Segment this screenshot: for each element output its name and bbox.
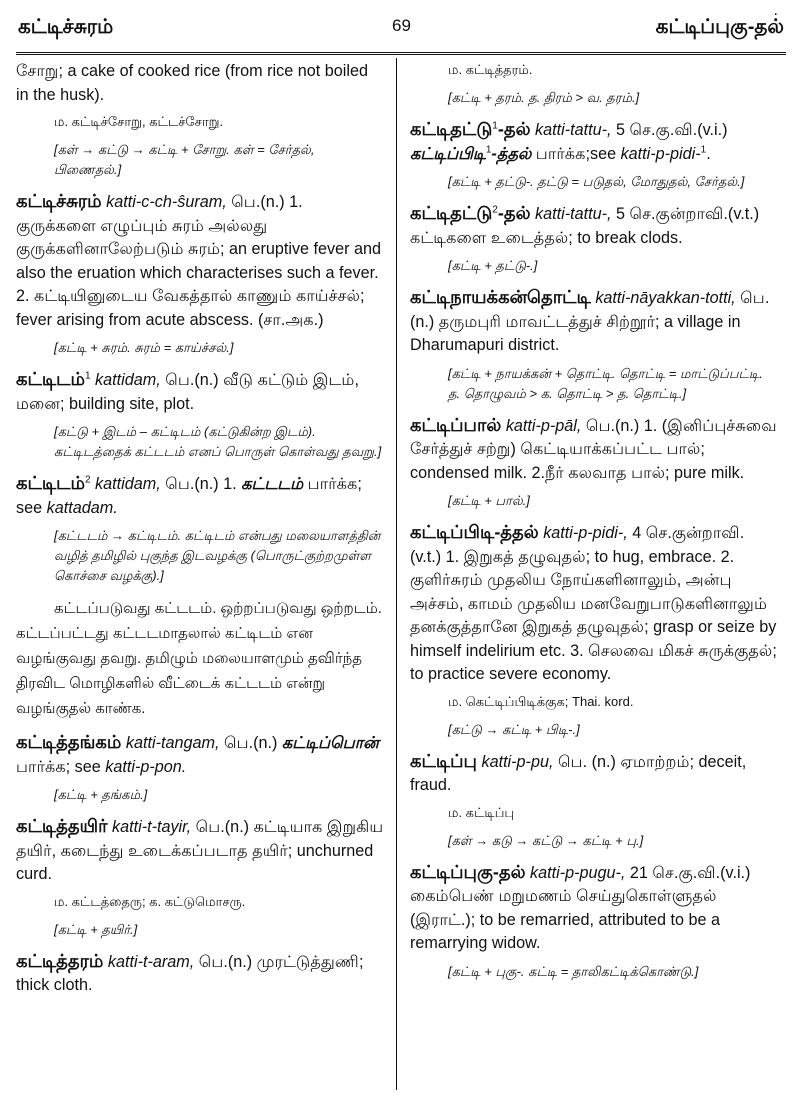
etymology: [கட்டி + நாயக்கன் + தொட்டி. தொட்டி = மாட்டுப்பட்டி. த. தொழுவம் > க. தொட்டி > த. தொட்டி.] bbox=[448, 365, 763, 401]
etymology: [கட்டி + தயிர்.] bbox=[54, 921, 138, 937]
entry-katti-nayakkan-totti bbox=[410, 286, 778, 404]
entry-continuation bbox=[16, 60, 384, 180]
cross-reference-number: 1 bbox=[485, 144, 492, 156]
corner-mark: . bbox=[773, 2, 778, 19]
entry-body: சோறு; a cake of cooked rice (from rice not boiled in the husk). bbox=[16, 62, 368, 104]
etymology: [கட்டு → கட்டி + பிடி-.] bbox=[448, 721, 580, 737]
cross-reference: கட்டடம் bbox=[241, 475, 304, 493]
headword-suffix: -தல் bbox=[492, 861, 526, 882]
definition: பெ.(n.) 1. bbox=[160, 475, 242, 493]
definition-cont: பார்க்க;see bbox=[531, 144, 621, 163]
entry-katti-t-tayir bbox=[16, 815, 384, 940]
page-header bbox=[0, 0, 800, 58]
transliteration: katti-tattu-, bbox=[535, 121, 612, 139]
definition: பெ.(n.) bbox=[219, 734, 282, 752]
etymology: [கள் → கட்டு → கட்டி + சோறு. கள் = சேர்தல், பிணைதல்.] bbox=[54, 142, 315, 177]
entry-katti-tattu-2 bbox=[410, 202, 778, 276]
cognate-note: ம. கட்டித்தரம். bbox=[448, 62, 533, 77]
cross-reference-translit-number: 1 bbox=[700, 144, 707, 156]
headword: கட்டிப்பிடி bbox=[410, 522, 495, 542]
definition: பெ.(n.) தருமபுரி மாவட்டத்துச் சிற்றூர்; a village in Dharumapuri district. bbox=[410, 289, 770, 354]
etymology: [கட்டடம் → கட்டிடம். கட்டிடம் என்பது மலையாளத்தின் வழித் தமிழில் புகுந்த இடவழக்கு (பொருட்குற்றமுள்ள கொச்சை வழக்கு).] bbox=[54, 528, 381, 583]
etymology: [கட்டு + இடம் – கட்டிடம் (கட்டுகின்ற இடம்). கட்டிடத்தைக் கட்டடம் எனப் பொருள் கொள்வது தவறு.] bbox=[54, 424, 382, 459]
transliteration: katti-p-pugu-, bbox=[530, 863, 626, 882]
transliteration: katti-nāyakkan-totti, bbox=[595, 289, 736, 307]
transliteration: kattidam, bbox=[95, 475, 161, 493]
transliteration: katti-tattu-, bbox=[535, 205, 612, 223]
definition: 5 செ.குன்றாவி.(v.t.) கட்டிகளை உடைத்தல்; to break clods. bbox=[410, 205, 760, 247]
entry-katti-p-pal bbox=[410, 414, 778, 512]
cognate-note: ம. கட்டிச்சோறு, கட்டச்சோறு. bbox=[54, 114, 224, 129]
transliteration: katti-t-tayir, bbox=[112, 818, 192, 836]
transliteration: katti-c-ch-ŝuram, bbox=[106, 193, 227, 211]
headword-suffix: -த்தல் bbox=[494, 522, 539, 542]
homonym-number: 1 bbox=[492, 120, 498, 132]
homonym-number: 1 bbox=[84, 370, 91, 382]
transliteration: kattidam, bbox=[95, 371, 161, 389]
entry-katti-tattu-1 bbox=[410, 118, 778, 192]
cross-reference: கட்டிப்பிடி bbox=[410, 144, 486, 163]
definition: பெ.(n.) கட்டியாக இறுகிய தயிர், கடைந்து உடைக்கப்படாத தயிர்; unchurned curd. bbox=[16, 818, 384, 883]
transliteration: katti-p-pu, bbox=[481, 752, 554, 771]
definition-cont: பார்க்க; see bbox=[16, 475, 362, 517]
entry-katti-p-pidi bbox=[410, 521, 778, 740]
right-column bbox=[410, 60, 778, 1094]
homonym-number: 2 bbox=[84, 474, 91, 486]
definition: 4 செ.குன்றாவி. (v.t.) 1. இறுகத் தழுவுதல்; to hug, embrace. 2. குளிர்சுரம் முதலிய நோய்களினாலும், அன்பு அச்சம், காமம் முதலிய மனவேறுபாடுகளினாலும் தனக்குத்தானே இறுகத் தழுவுதல்; grasp or seize by himself indelirium etc. 3. செலவை மிகச் சுருக்குதல்; to practice severe economy. bbox=[410, 524, 777, 683]
entry-katti-p-pu bbox=[410, 750, 778, 851]
headword: கட்டிடம் bbox=[16, 473, 85, 493]
headword: கட்டித்தரம் bbox=[16, 950, 104, 971]
definition-cont: பார்க்க; see bbox=[16, 757, 106, 776]
headword: கட்டிதட்டு bbox=[410, 203, 493, 223]
headword: கட்டிடம் bbox=[16, 369, 85, 389]
etymology: [கட்டி + தரம். த. திரம் > வ. தரம்.] bbox=[448, 90, 640, 105]
headword: கட்டித்தங்கம் bbox=[16, 732, 122, 752]
headword: கட்டிப்புகு bbox=[410, 861, 493, 882]
entry-kattidam-1 bbox=[16, 368, 384, 462]
headword-suffix: -தல் bbox=[497, 203, 531, 223]
page-number: 69 bbox=[392, 16, 411, 35]
etymology: [கட்டி + பால்.] bbox=[448, 493, 530, 508]
cross-reference-translit: kattadam. bbox=[46, 498, 118, 517]
definition-end: . bbox=[706, 144, 711, 163]
left-column bbox=[16, 60, 384, 1094]
transliteration: katti-p-pāl, bbox=[505, 416, 582, 435]
transliteration: katti-tangam, bbox=[125, 734, 220, 752]
transliteration: katti-p-pidi-, bbox=[543, 524, 628, 542]
cognate-note: ம. கெட்டிப்பிடிக்குக; Thai. kord. bbox=[448, 693, 634, 709]
etymology: [கட்டி + புகு-. கட்டி = தாலிகட்டிக்கொண்டு.] bbox=[448, 963, 699, 979]
entry-katti-tangam bbox=[16, 731, 384, 805]
usage-note: கட்டப்படுவது கட்டடம். ஒற்றப்படுவது ஒற்றடம். கட்டப்பட்டது கட்டடமாதலால் கட்டிடம் என வழங்குவது தவறு. தமிழும் மலையாளமும் தவிர்ந்த திரவிட மொழிகளில் வீட்டைக் கட்டடம் என்று வழங்குதல் காண்க. bbox=[16, 600, 382, 717]
definition: பெ.(n.) வீடு கட்டும் இடம், மனை; building site, plot. bbox=[16, 371, 359, 413]
definition: பெ.(n.) 1. (இனிப்புச்சுவை சேர்த்துச் சற்று) கெட்டியாக்கப்பட்ட பால்; condensed milk. 2.நீர் கலவாத பால்; pure milk. bbox=[410, 416, 777, 482]
definition: பெ.(n.) முரட்டுத்துணி; thick cloth. bbox=[16, 952, 364, 994]
headword: கட்டிப்பால் bbox=[410, 414, 502, 435]
cross-reference-translit: katti-p-pon. bbox=[105, 757, 187, 776]
headword: கட்டிப்பு bbox=[410, 750, 477, 771]
cross-reference-suffix: -த்தல் bbox=[491, 144, 532, 163]
cognate-note: ம. கட்டிப்பு bbox=[448, 804, 515, 820]
headword: கட்டித்தயிர் bbox=[16, 816, 108, 836]
definition: 5 செ.கு.வி.(v.i.) bbox=[611, 121, 728, 139]
etymology: [கட்டி + தங்கம்.] bbox=[54, 787, 148, 802]
entry-continuation bbox=[410, 60, 778, 108]
homonym-number: 2 bbox=[492, 204, 498, 216]
cross-reference: கட்டிப்பொன் bbox=[281, 734, 379, 752]
headword-suffix: -தல் bbox=[497, 119, 531, 139]
header-rule bbox=[16, 52, 786, 55]
running-head-right: கட்டிப்புகு-தல் bbox=[655, 16, 784, 38]
running-head-left: கட்டிச்சுரம் bbox=[18, 16, 114, 38]
transliteration: katti-t-aram, bbox=[107, 952, 195, 971]
headword: கட்டிதட்டு bbox=[410, 119, 493, 139]
column-divider bbox=[396, 58, 397, 1090]
entry-katti-c-ch-suram bbox=[16, 190, 384, 358]
entry-katti-t-aram bbox=[16, 950, 384, 998]
entry-kattidam-2 bbox=[16, 472, 384, 721]
etymology: [கட்டி + சுரம். சுரம் = காய்ச்சல்.] bbox=[54, 340, 234, 355]
definition: பெ.(n.) 1. குருக்களை எழுப்பும் சுரம் அல்லது குருக்களினாலேற்படும் சுரம்; an eruptive fever and also the eruation which characterises such a fever. 2. கட்டியினுடைய வேகத்தால் காணும் காய்ச்சல்; fever arising from acute abscess. (சா.அக.) bbox=[16, 193, 382, 329]
entry-katti-p-pugu bbox=[410, 861, 778, 982]
cross-reference-translit: katti-p-pidi- bbox=[620, 144, 701, 163]
headword: கட்டிநாயக்கன்தொட்டி bbox=[410, 287, 591, 307]
definition: பெ. (n.) ஏமாற்றம்; deceit, fraud. bbox=[410, 752, 747, 794]
etymology: [கட்டி + தட்டு-. தட்டு = படுதல், மோதுதல், சேர்தல்.] bbox=[448, 174, 745, 189]
cognate-note: ம. கட்டத்தைரு; க. கட்டுமொசரு. bbox=[54, 893, 246, 909]
etymology: [கள் → கடு → கட்டு → கட்டி + பு.] bbox=[448, 832, 644, 848]
headword: கட்டிச்சுரம் bbox=[16, 191, 102, 211]
etymology: [கட்டி + தட்டு-.] bbox=[448, 258, 538, 273]
definition: 21 செ.கு.வி.(v.i.) கைம்பெண் மறுமணம் செய்துகொள்ளுதல் (இராட்.); to be remarried, attributed to be a remarrying widow. bbox=[410, 863, 751, 952]
